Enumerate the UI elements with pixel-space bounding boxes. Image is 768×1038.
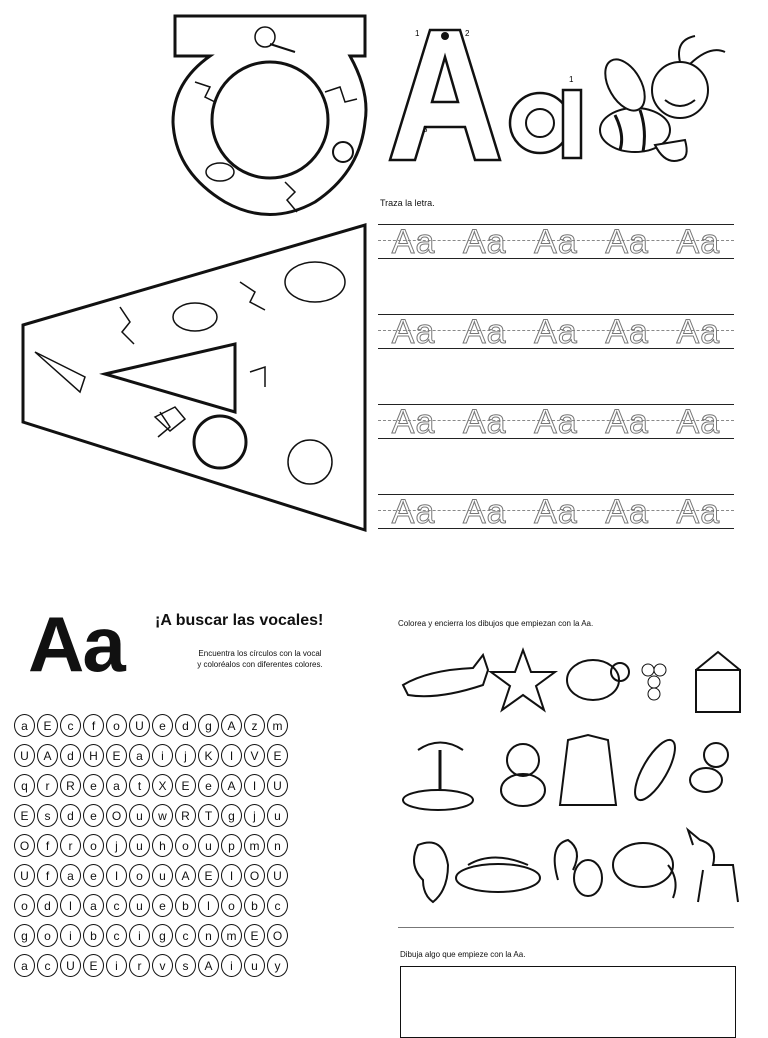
letter-circle[interactable]: t [129, 774, 150, 797]
trace-letter[interactable]: Aa [605, 313, 649, 351]
letter-circle[interactable]: A [37, 744, 58, 767]
letter-circle[interactable]: V [244, 744, 265, 767]
letter-circle[interactable]: z [244, 714, 265, 737]
puzzle-uppercase-a [20, 222, 370, 534]
airplane-icon [403, 655, 488, 696]
puzzle-lowercase-a [165, 12, 375, 222]
grid-row [14, 744, 374, 770]
letter-circle[interactable]: l [198, 894, 219, 917]
grid-row [14, 804, 374, 830]
letter-circle[interactable]: r [60, 834, 81, 857]
letter-circle[interactable]: o [14, 894, 35, 917]
letter-circle[interactable]: A [221, 714, 242, 737]
letter-circle[interactable]: n [198, 924, 219, 947]
letter-circle[interactable]: b [175, 894, 196, 917]
letter-circle[interactable]: u [244, 954, 265, 977]
letter-circle[interactable]: c [37, 954, 58, 977]
letter-circle[interactable]: c [106, 894, 127, 917]
ear-icon [414, 843, 448, 903]
letter-circle[interactable]: I [221, 744, 242, 767]
letter-circle[interactable]: c [60, 714, 81, 737]
letter-circle[interactable]: H [83, 744, 104, 767]
unicorn-icon [688, 830, 738, 902]
letter-circle[interactable]: U [14, 864, 35, 887]
letter-circle[interactable]: a [60, 864, 81, 887]
letter-circle[interactable]: E [14, 804, 35, 827]
letter-circle[interactable]: c [106, 924, 127, 947]
sheep-icon [567, 660, 629, 700]
trace-letter[interactable]: Aa [676, 313, 721, 351]
letter-circle[interactable]: g [198, 714, 219, 737]
vowel-hunt-instructions [160, 648, 360, 670]
teddy-bear-icon [501, 744, 545, 806]
trace-letter[interactable]: Aa [462, 223, 507, 261]
grid-row [14, 714, 374, 740]
trace-letter[interactable]: Aa [462, 403, 507, 441]
coat-icon [560, 735, 616, 805]
trace-letter[interactable]: Aa [462, 493, 507, 531]
color-instructions: Colorea y encierra los dibujos que empiezan con la Aa. [398, 619, 594, 628]
letter-circle[interactable]: f [37, 834, 58, 857]
letter-circle[interactable]: s [175, 954, 196, 977]
letter-circle[interactable]: u [129, 894, 150, 917]
letter-circle[interactable]: E [83, 954, 104, 977]
trace-row [378, 494, 734, 530]
letter-circle[interactable]: a [129, 744, 150, 767]
letter-circle[interactable]: a [14, 954, 35, 977]
grid-row [14, 924, 374, 950]
letter-circle[interactable]: j [106, 834, 127, 857]
letter-circle[interactable]: I [244, 774, 265, 797]
outline-lowercase-a [505, 68, 585, 163]
letter-circle[interactable]: U [267, 774, 288, 797]
letter-circle[interactable]: d [60, 804, 81, 827]
star-icon [491, 650, 555, 710]
grapes-icon [642, 664, 666, 700]
letter-circle[interactable]: a [83, 894, 104, 917]
iguana-icon [456, 858, 540, 893]
letter-circle[interactable]: X [152, 774, 173, 797]
letter-circle[interactable]: j [175, 744, 196, 767]
letter-circle[interactable]: i [152, 744, 173, 767]
letter-circle[interactable]: c [267, 894, 288, 917]
letter-circle[interactable]: a [14, 714, 35, 737]
letter-circle[interactable]: n [267, 834, 288, 857]
letter-circle[interactable]: e [83, 804, 104, 827]
trace-letter[interactable]: Aa [676, 493, 721, 531]
letter-circle[interactable]: O [106, 804, 127, 827]
stroke-num-3: 3 [423, 125, 428, 134]
letter-circle[interactable]: g [14, 924, 35, 947]
trace-letter[interactable]: Aa [676, 403, 721, 441]
grid-row [14, 774, 374, 800]
letter-circle[interactable]: r [129, 954, 150, 977]
grid-row [14, 834, 374, 860]
letter-circle[interactable]: m [267, 714, 288, 737]
big-letter-aa: Aa [28, 600, 124, 688]
letter-circle[interactable]: O [244, 864, 265, 887]
letter-circle[interactable]: e [83, 774, 104, 797]
stroke-num-2: 2 [465, 29, 470, 38]
trace-letter[interactable]: Aa [605, 223, 649, 261]
trace-title: Traza la letra. [380, 198, 435, 208]
trace-row [378, 224, 734, 260]
letter-circle[interactable]: y [267, 954, 288, 977]
letter-circle[interactable]: g [152, 924, 173, 947]
trace-letter[interactable]: Aa [534, 403, 578, 441]
trace-letter[interactable]: Aa [391, 493, 436, 531]
letter-circle[interactable]: A [175, 864, 196, 887]
letter-circle[interactable]: E [267, 744, 288, 767]
letter-circle[interactable]: I [221, 864, 242, 887]
letter-circle[interactable]: o [129, 864, 150, 887]
letter-circle[interactable]: r [37, 774, 58, 797]
grid-row [14, 954, 374, 980]
instruction-line-2: y coloréalos con diferentes colores. [197, 660, 323, 669]
drawing-box[interactable] [400, 966, 736, 1038]
trace-letter[interactable]: Aa [534, 313, 578, 351]
letter-circle[interactable]: l [60, 894, 81, 917]
letter-circle[interactable]: T [198, 804, 219, 827]
letter-circle[interactable]: u [152, 864, 173, 887]
trace-letter[interactable]: Aa [534, 223, 578, 261]
trace-row [378, 404, 734, 440]
draw-instructions: Dibuja algo que empieze con la Aa. [400, 950, 526, 959]
letter-circle[interactable]: U [267, 864, 288, 887]
letter-circle[interactable]: g [221, 804, 242, 827]
elephant-icon [613, 843, 676, 898]
letter-circle[interactable]: b [83, 924, 104, 947]
letter-circle[interactable]: o [83, 834, 104, 857]
letter-circle[interactable]: E [175, 774, 196, 797]
letter-circle[interactable]: u [129, 834, 150, 857]
letter-circle[interactable]: m [221, 924, 242, 947]
letter-circle[interactable]: u [267, 804, 288, 827]
squirrel-icon [555, 840, 602, 896]
instruction-line-1: Encuentra los círculos con la vocal [198, 649, 322, 658]
corn-icon [628, 735, 683, 806]
trace-letter[interactable]: Aa [391, 313, 436, 351]
letter-circle[interactable]: i [221, 954, 242, 977]
letter-circle[interactable]: I [106, 864, 127, 887]
letter-circle[interactable]: o [221, 894, 242, 917]
letter-circle[interactable]: u [198, 834, 219, 857]
letter-circle[interactable]: m [244, 834, 265, 857]
letter-circle[interactable]: i [106, 954, 127, 977]
letter-circle[interactable]: e [152, 894, 173, 917]
letter-circle[interactable]: u [129, 804, 150, 827]
letter-circle[interactable]: O [14, 834, 35, 857]
palm-island-icon [403, 743, 473, 811]
grid-row [14, 894, 374, 920]
letter-circle[interactable]: v [152, 954, 173, 977]
bee-illustration-icon [585, 30, 735, 180]
trace-letter[interactable]: Aa [391, 403, 436, 441]
letter-circle[interactable]: O [267, 924, 288, 947]
letter-circle[interactable]: e [152, 714, 173, 737]
stroke-num-1: 1 [415, 29, 420, 38]
letter-circle[interactable]: i [129, 924, 150, 947]
letter-circle[interactable]: E [106, 744, 127, 767]
trace-letter[interactable]: Aa [605, 493, 649, 531]
grid-row [14, 864, 374, 890]
coloring-pictures [398, 640, 744, 910]
trace-letter[interactable]: Aa [462, 313, 507, 351]
letter-circle[interactable]: p [221, 834, 242, 857]
letter-circle[interactable]: h [152, 834, 173, 857]
letter-circle[interactable]: o [106, 714, 127, 737]
letter-circle[interactable]: K [198, 744, 219, 767]
letter-circle[interactable]: R [175, 804, 196, 827]
letter-circle[interactable]: E [244, 924, 265, 947]
letter-circle[interactable]: d [175, 714, 196, 737]
letter-circle[interactable]: j [244, 804, 265, 827]
stroke-order-letter-a [385, 22, 505, 167]
letter-circle[interactable]: q [14, 774, 35, 797]
letter-circle[interactable]: f [37, 864, 58, 887]
bee-small-icon [690, 743, 728, 792]
letter-circle[interactable]: E [198, 864, 219, 887]
trace-row [378, 314, 734, 350]
letter-circle[interactable]: d [37, 894, 58, 917]
letter-circle[interactable]: A [221, 774, 242, 797]
trace-letter[interactable]: Aa [676, 223, 721, 261]
letter-circle[interactable]: f [83, 714, 104, 737]
letter-circle[interactable]: E [37, 714, 58, 737]
letter-circle[interactable]: i [60, 924, 81, 947]
letter-circle[interactable]: e [83, 864, 104, 887]
letter-circle[interactable]: o [175, 834, 196, 857]
letter-circle[interactable]: U [60, 954, 81, 977]
letter-circle[interactable]: o [37, 924, 58, 947]
trace-letter[interactable]: Aa [605, 403, 649, 441]
letter-circle[interactable]: U [129, 714, 150, 737]
letter-circle[interactable]: w [152, 804, 173, 827]
letter-circle[interactable]: b [244, 894, 265, 917]
stroke-num-a: 1 [569, 75, 574, 84]
letter-circle[interactable]: a [106, 774, 127, 797]
letter-circle[interactable]: U [14, 744, 35, 767]
letter-circle-grid [14, 714, 374, 984]
letter-circle[interactable]: c [175, 924, 196, 947]
letter-circle[interactable]: d [60, 744, 81, 767]
letter-circle[interactable]: R [60, 774, 81, 797]
section-divider [398, 927, 734, 928]
trace-letter[interactable]: Aa [534, 493, 578, 531]
letter-circle[interactable]: A [198, 954, 219, 977]
vowel-hunt-title: ¡A buscar las vocales! [155, 612, 324, 629]
church-icon [696, 652, 740, 712]
letter-circle[interactable]: s [37, 804, 58, 827]
letter-circle[interactable]: e [198, 774, 219, 797]
trace-letter[interactable]: Aa [391, 223, 436, 261]
